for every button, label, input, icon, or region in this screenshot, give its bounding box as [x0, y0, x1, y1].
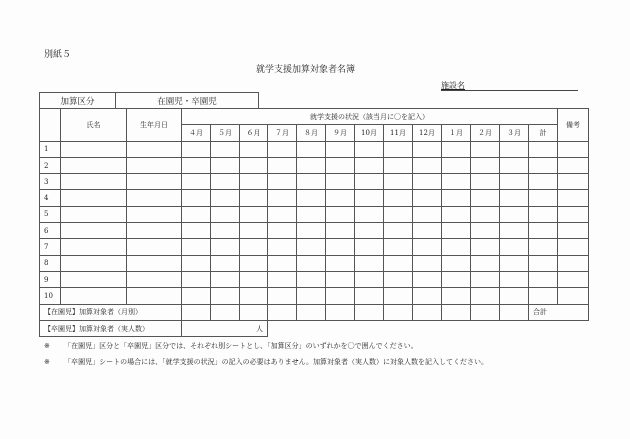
month-cell[interactable]	[268, 271, 297, 287]
header-month: １月	[442, 125, 471, 141]
month-cell[interactable]	[471, 271, 500, 287]
summary-cell[interactable]	[211, 304, 240, 320]
month-cell[interactable]	[326, 190, 355, 206]
attachment-label: 別紙５	[44, 50, 72, 60]
month-cell[interactable]	[355, 141, 384, 157]
summary-cell[interactable]	[442, 304, 471, 320]
facility-label: 施設名	[441, 81, 465, 90]
month-cell[interactable]	[268, 190, 297, 206]
table-row	[40, 157, 589, 173]
month-cell[interactable]	[240, 206, 268, 222]
month-cell[interactable]	[413, 271, 442, 287]
month-cell[interactable]	[268, 255, 297, 271]
month-cell[interactable]	[384, 239, 413, 255]
month-cell[interactable]	[326, 255, 355, 271]
month-cell[interactable]	[413, 141, 442, 157]
table-row	[40, 223, 589, 239]
unit-label: 人	[256, 324, 263, 333]
month-cell[interactable]	[326, 174, 355, 190]
month-cell[interactable]	[384, 190, 413, 206]
summary-cell[interactable]	[500, 304, 529, 320]
month-cell[interactable]	[355, 206, 384, 222]
remarks-cell[interactable]	[558, 255, 589, 271]
category-value[interactable]: 在園児・卒園児	[116, 93, 259, 109]
month-cell[interactable]	[355, 190, 384, 206]
month-cell[interactable]	[182, 255, 211, 271]
birthdate-cell[interactable]	[127, 206, 182, 222]
table-row	[40, 288, 589, 304]
month-cell[interactable]	[240, 288, 268, 304]
month-cell[interactable]	[384, 206, 413, 222]
total-cell[interactable]	[529, 239, 558, 255]
month-cell[interactable]	[500, 190, 529, 206]
month-cell[interactable]	[413, 239, 442, 255]
remarks-cell[interactable]	[558, 223, 589, 239]
name-cell[interactable]	[61, 223, 127, 239]
header-name: 氏名	[61, 109, 127, 142]
month-cell[interactable]	[297, 271, 326, 287]
birthdate-cell[interactable]	[127, 239, 182, 255]
note-1	[44, 341, 418, 351]
month-cell[interactable]	[297, 223, 326, 239]
total-cell[interactable]	[529, 157, 558, 173]
month-cell[interactable]	[326, 141, 355, 157]
month-cell[interactable]	[240, 223, 268, 239]
total-cell[interactable]	[529, 271, 558, 287]
month-cell[interactable]	[442, 255, 471, 271]
table-row	[40, 190, 589, 206]
header-remarks: 備考	[558, 109, 589, 142]
month-cell[interactable]	[500, 239, 529, 255]
month-cell[interactable]	[500, 271, 529, 287]
month-cell[interactable]	[413, 206, 442, 222]
month-cell[interactable]	[240, 157, 268, 173]
total-cell[interactable]	[529, 206, 558, 222]
total-cell[interactable]	[529, 255, 558, 271]
summary-graduated-count[interactable]	[182, 320, 268, 336]
month-cell[interactable]	[268, 174, 297, 190]
month-cell[interactable]	[413, 174, 442, 190]
note-text: 「在園児」区分と「卒園児」区分では、それぞれ別シートとし、「加算区分」のいずれかを〇で囲んでください。	[64, 342, 418, 350]
header-month: ８月	[297, 125, 326, 141]
month-cell[interactable]	[211, 223, 240, 239]
month-cell[interactable]	[384, 174, 413, 190]
remarks-cell[interactable]	[558, 271, 589, 287]
month-cell[interactable]	[413, 255, 442, 271]
month-cell[interactable]	[355, 157, 384, 173]
header-month: ６月	[240, 125, 268, 141]
month-cell[interactable]	[211, 190, 240, 206]
name-cell[interactable]	[61, 255, 127, 271]
birthdate-cell[interactable]	[127, 223, 182, 239]
birthdate-cell[interactable]	[127, 271, 182, 287]
month-cell[interactable]	[384, 288, 413, 304]
month-cell[interactable]	[442, 223, 471, 239]
note-mark: ※	[44, 358, 50, 366]
summary-cell[interactable]	[413, 304, 442, 320]
row-number: 10	[40, 288, 61, 304]
summary-enrolled-label: 【在園児】加算対象者（月別）	[40, 304, 182, 320]
month-cell[interactable]	[413, 157, 442, 173]
month-cell[interactable]	[442, 239, 471, 255]
blank-area	[268, 320, 589, 336]
month-cell[interactable]	[355, 288, 384, 304]
month-cell[interactable]	[211, 271, 240, 287]
month-cell[interactable]	[326, 206, 355, 222]
remarks-cell[interactable]	[558, 206, 589, 222]
month-cell[interactable]	[384, 271, 413, 287]
month-cell[interactable]	[500, 174, 529, 190]
month-cell[interactable]	[182, 271, 211, 287]
month-cell[interactable]	[384, 157, 413, 173]
row-number: 3	[40, 174, 61, 190]
month-cell[interactable]	[297, 174, 326, 190]
month-cell[interactable]	[413, 190, 442, 206]
month-cell[interactable]	[211, 255, 240, 271]
header-month: 11月	[384, 125, 413, 141]
header-month: ５月	[211, 125, 240, 141]
name-cell[interactable]	[61, 239, 127, 255]
birthdate-cell[interactable]	[127, 157, 182, 173]
month-cell[interactable]	[182, 174, 211, 190]
month-cell[interactable]	[384, 255, 413, 271]
table-row	[40, 141, 589, 157]
month-cell[interactable]	[500, 157, 529, 173]
summary-total-label: 合計	[529, 304, 589, 320]
month-cell[interactable]	[355, 174, 384, 190]
month-cell[interactable]	[355, 271, 384, 287]
month-cell[interactable]	[326, 223, 355, 239]
month-cell[interactable]	[182, 239, 211, 255]
summary-cell[interactable]	[471, 304, 500, 320]
month-cell[interactable]	[297, 255, 326, 271]
birthdate-cell[interactable]	[127, 190, 182, 206]
summary-cell[interactable]	[297, 304, 326, 320]
month-cell[interactable]	[182, 288, 211, 304]
summary-cell[interactable]	[268, 304, 297, 320]
month-cell[interactable]	[500, 206, 529, 222]
total-cell[interactable]	[529, 174, 558, 190]
month-cell[interactable]	[442, 141, 471, 157]
total-cell[interactable]	[529, 223, 558, 239]
header-month: ７月	[268, 125, 297, 141]
month-cell[interactable]	[442, 288, 471, 304]
month-cell[interactable]	[442, 271, 471, 287]
remarks-cell[interactable]	[558, 141, 589, 157]
remarks-cell[interactable]	[558, 157, 589, 173]
month-cell[interactable]	[471, 288, 500, 304]
name-cell[interactable]	[61, 190, 127, 206]
remarks-cell[interactable]	[558, 239, 589, 255]
summary-cell[interactable]	[384, 304, 413, 320]
header-total: 計	[529, 125, 558, 141]
month-cell[interactable]	[268, 141, 297, 157]
header-birthdate: 生年月日	[127, 109, 182, 142]
month-cell[interactable]	[297, 141, 326, 157]
note-text: 「卒園児」シートの場合には、「就学支援の状況」の記入の必要はありません。加算対象者（実人数）に対象人数を記入してください。	[64, 358, 489, 366]
month-cell[interactable]	[500, 223, 529, 239]
birthdate-cell[interactable]	[127, 141, 182, 157]
header-month: ２月	[471, 125, 500, 141]
month-cell[interactable]	[326, 239, 355, 255]
category-label: 加算区分	[40, 93, 116, 109]
birthdate-cell[interactable]	[127, 174, 182, 190]
month-cell[interactable]	[326, 271, 355, 287]
month-cell[interactable]	[471, 157, 500, 173]
name-cell[interactable]	[61, 141, 127, 157]
month-cell[interactable]	[500, 288, 529, 304]
note-2	[44, 357, 488, 367]
month-cell[interactable]	[182, 206, 211, 222]
table-row	[40, 255, 589, 271]
month-cell[interactable]	[297, 239, 326, 255]
month-cell[interactable]	[471, 190, 500, 206]
month-cell[interactable]	[182, 190, 211, 206]
month-cell[interactable]	[471, 223, 500, 239]
name-cell[interactable]	[61, 174, 127, 190]
month-cell[interactable]	[413, 223, 442, 239]
month-cell[interactable]	[211, 288, 240, 304]
remarks-cell[interactable]	[558, 288, 589, 304]
month-cell[interactable]	[211, 174, 240, 190]
header-month: ９月	[326, 125, 355, 141]
month-cell[interactable]	[500, 141, 529, 157]
summary-cell[interactable]	[182, 304, 211, 320]
month-cell[interactable]	[182, 223, 211, 239]
month-cell[interactable]	[442, 190, 471, 206]
row-number: 5	[40, 206, 61, 222]
month-cell[interactable]	[500, 255, 529, 271]
name-cell[interactable]	[61, 288, 127, 304]
row-number: 4	[40, 190, 61, 206]
month-cell[interactable]	[297, 288, 326, 304]
month-cell[interactable]	[297, 157, 326, 173]
month-cell[interactable]	[413, 288, 442, 304]
facility-name-field[interactable]	[441, 80, 578, 91]
month-cell[interactable]	[326, 157, 355, 173]
roster-table	[39, 108, 589, 337]
remarks-cell[interactable]	[558, 174, 589, 190]
total-cell[interactable]	[529, 190, 558, 206]
table-row	[40, 239, 589, 255]
row-number: 9	[40, 271, 61, 287]
table-row	[40, 206, 589, 222]
row-number: 1	[40, 141, 61, 157]
table-row	[40, 174, 589, 190]
month-cell[interactable]	[471, 141, 500, 157]
month-cell[interactable]	[211, 206, 240, 222]
month-cell[interactable]	[442, 157, 471, 173]
month-cell[interactable]	[442, 206, 471, 222]
month-cell[interactable]	[471, 239, 500, 255]
month-cell[interactable]	[240, 174, 268, 190]
total-cell[interactable]	[529, 288, 558, 304]
name-cell[interactable]	[61, 271, 127, 287]
row-number: 7	[40, 239, 61, 255]
header-month: 12月	[413, 125, 442, 141]
month-cell[interactable]	[240, 271, 268, 287]
remarks-cell[interactable]	[558, 190, 589, 206]
month-cell[interactable]	[471, 174, 500, 190]
birthdate-cell[interactable]	[127, 288, 182, 304]
row-number: 8	[40, 255, 61, 271]
month-cell[interactable]	[182, 141, 211, 157]
month-cell[interactable]	[384, 223, 413, 239]
row-number: 2	[40, 157, 61, 173]
header-month: 10月	[355, 125, 384, 141]
summary-graduated-label: 【卒園児】加算対象者（実人数）	[40, 320, 182, 336]
month-cell[interactable]	[471, 206, 500, 222]
month-cell[interactable]	[240, 239, 268, 255]
month-cell[interactable]	[355, 255, 384, 271]
month-cell[interactable]	[355, 223, 384, 239]
page-title: 就学支援加算対象者名簿	[256, 65, 356, 75]
birthdate-cell[interactable]	[127, 255, 182, 271]
header-month: ３月	[500, 125, 529, 141]
month-cell[interactable]	[268, 157, 297, 173]
table-row	[40, 271, 589, 287]
month-cell[interactable]	[297, 190, 326, 206]
month-cell[interactable]	[471, 255, 500, 271]
month-cell[interactable]	[355, 239, 384, 255]
month-cell[interactable]	[211, 157, 240, 173]
month-cell[interactable]	[240, 255, 268, 271]
name-cell[interactable]	[61, 206, 127, 222]
name-cell[interactable]	[61, 157, 127, 173]
month-cell[interactable]	[384, 141, 413, 157]
summary-cell[interactable]	[326, 304, 355, 320]
month-cell[interactable]	[268, 239, 297, 255]
total-cell[interactable]	[529, 141, 558, 157]
month-cell[interactable]	[240, 141, 268, 157]
month-cell[interactable]	[268, 288, 297, 304]
category-table	[39, 92, 259, 109]
month-cell[interactable]	[240, 190, 268, 206]
month-cell[interactable]	[182, 157, 211, 173]
month-cell[interactable]	[442, 174, 471, 190]
month-cell[interactable]	[211, 141, 240, 157]
month-cell[interactable]	[297, 206, 326, 222]
header-status-group: 就学支援の状況（該当月に〇を記入）	[182, 109, 558, 125]
row-number: 6	[40, 223, 61, 239]
note-mark: ※	[44, 342, 50, 350]
month-cell[interactable]	[268, 223, 297, 239]
summary-cell[interactable]	[355, 304, 384, 320]
month-cell[interactable]	[326, 288, 355, 304]
month-cell[interactable]	[211, 239, 240, 255]
header-month: ４月	[182, 125, 211, 141]
month-cell[interactable]	[268, 206, 297, 222]
summary-cell[interactable]	[240, 304, 268, 320]
header-no	[40, 109, 61, 142]
